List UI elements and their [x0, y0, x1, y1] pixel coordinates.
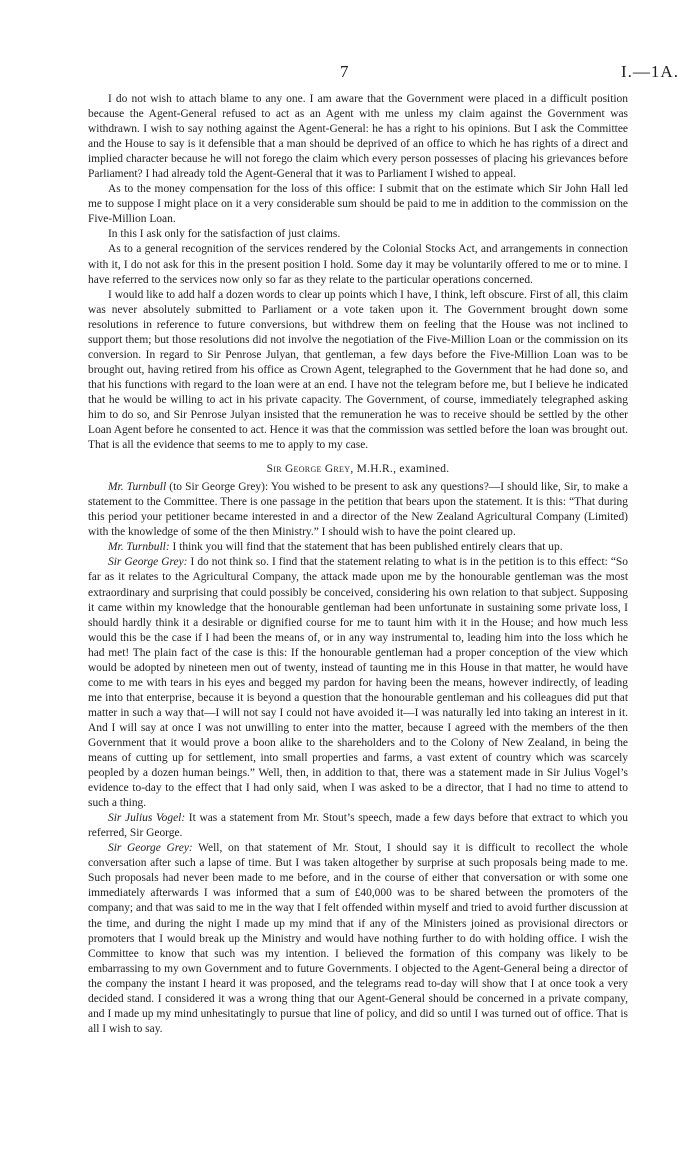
- exchange-paragraph: [88, 480, 628, 540]
- speaker-name: Sir George Grey:: [108, 556, 188, 569]
- speaker-name: Mr. Turnbull: [108, 481, 167, 494]
- section-heading: [88, 462, 628, 477]
- speaker-name: Sir George Grey:: [108, 842, 193, 855]
- paragraph: As to a general recognition of the services rendered by the Colonial Stocks Act, and arrangements in connection with it, I do not ask for this in the present position I hold. Some day it may be voluntarily offered to me or to mine. I have referred to the services now only so far as they relate to the particular operations concerned.: [88, 243, 628, 286]
- page-number: 7: [340, 62, 349, 81]
- exchange-text: (to Sir George Grey): You wished to be present to ask any questions?—I should like, Sir, to make a statement to the Committee. There is one passage in the petition that bears upon the statement. It is this: “That during this period your petitioner became interested in and a director of the New Zealand Agricultural Company (Limited) with the knowledge of some of the then Ministry.” I should wish to have the point cleared up.: [88, 481, 628, 539]
- document-reference: I.—1A.: [621, 62, 679, 81]
- heading-rest: , M.H.R., examined.: [350, 463, 450, 476]
- exchange-paragraph: [88, 540, 628, 555]
- paragraph: I do not wish to attach blame to any one. I am aware that the Government were placed in a difficult position because the Agent-General refused to act as an Agent with me unless my claim against the Government was withdrawn. I wish to say nothing against the Agent-General: he has a right to his opinions. But I ask the Committee and the House to say is it defensible that a man should be deprived of an office to which he has rights of a direct and implied character because he will not forego the claim which every person possesses of placing his grievances before Parliament? I had already told the Agent-General that it was to Parliament I wished to appeal.: [88, 93, 628, 181]
- speaker-name: Sir Julius Vogel:: [108, 812, 186, 825]
- exchange-text: Well, on that statement of Mr. Stout, I should say it is difficult to recollect the whole conversation after such a lapse of time. But I was taken altogether by surprise at such proposals being made to me. Such proposals had never been made to me before, and in the course of either that conversation or with some one immediately afterwards I was informed that a sum of £40,000 was to be shared between the promoters of the company; and that was said to me in the way that I felt offended within myself and tried to avoid further discussion at the time, and during the night I made up my mind that if any of the Ministers joined as provisional directors or promoters that I would break up the Ministry and would have nothing further to do with holding office. I wish the Committee to know that such was my intention. I believed the formation of this company was likely to be embarrassing to my own Government and to future Governments. I objected to the Agent-General being a director of the company the instant I heard it was proposed, and the telegrams read to-day will show that I at once took a very decided stand. I considered it was a wrong thing that our Agent-General should be concerned in a private company, and I made up my mind unhesitatingly to pursue that line of policy, and did so until I was turned out of office. That is all I wish to say.: [88, 842, 628, 1035]
- exchange-text: It was a statement from Mr. Stout’s speech, made a few days before that extract to which you referred, Sir George.: [88, 812, 628, 840]
- paragraph: In this I ask only for the satisfaction of just claims.: [108, 228, 341, 241]
- exchange-text: I think you will find that the statement that has been published entirely clears that up.: [169, 541, 563, 554]
- heading-name: Sir George Grey: [266, 463, 351, 476]
- paragraph: I would like to add half a dozen words to clear up points which I have, I think, left obscure. First of all, this claim was never absolutely submitted to Parliament or a vote taken upon it. The Government brought down some resolutions in reference to future conversions, but withdrew them on feeling that the House was not inclined to support them; but those resolutions did not involve the negotiation of the Five-Million Loan or the commission on its conversion. In regard to Sir Penrose Julyan, that gentleman, a few days before the Five-Million Loan was to be brought out, having retired from his office as Crown Agent, telegraphed to the Government that he had done so, and that his functions with regard to the loan were at an end. I have not the telegram before me, but I believe he indicated that he would be willing to act in his private capacity. The Government, of course, immediately telegraphed asking him to do so, and Sir Penrose Julyan insisted that the remuneration he was to receive should be settled by the other Loan Agent before he consented to act. Hence it was that the commission was settled before the loan was brought out. That is all the evidence that seems to me to apply to my case.: [88, 288, 628, 452]
- exchange-paragraph: [88, 811, 628, 841]
- exchange-paragraph: [88, 841, 628, 1037]
- exchange-text: I do not think so. I find that the statement relating to what is in the petition is to this effect: “So far as it relates to the Agricultural Company, the attack made upon me by the honourable gentleman was the most extraordinary and surprising that could possibly be conceived, considering his own relation to that subject. Supposing it came within my knowledge that the honourable gentleman had been unfortunate in sustaining some private loss, I should hardly think it a desirable or dignified course for me to taunt him with it in the House; and how much less would this be the case if I had been the means of, or in any way instrumental to, leading him into the loss which he had met! The plain fact of the case is this: If the honourable gentleman had a proper conception of the view which would be adopted by nineteen men out of twenty, instead of taunting me in this House in that matter, he would have come to me with tears in his eyes and begged my pardon for having been the means, however indirectly, of leading me into that enterprise, because it is beyond a question that the honourable gentleman and his colleagues did put that matter in such a way that—I will not say I could not have avoided it—I was naturally led into taking an interest in it. And I will say at once I was not unwilling to enter into the matter, because I agreed with the members of the then Government that it would prove a boon alike to the shareholders and to the Colony of New Zealand, in being the means of cutting up for settlement, into small properties and farms, a vast extent of country which was scarcely peopled by a dozen human beings.” Well, then, in addition to that, there was a statement made in Sir Julius Vogel’s evidence to-day to the effect that I had only said, when I was asked to be a director, that I had no time to attend to such a thing.: [88, 556, 628, 810]
- page-body: [88, 92, 628, 1037]
- exchange-paragraph: [88, 555, 628, 811]
- paragraph: As to the money compensation for the loss of this office: I submit that on the estimate which Sir John Hall led me to suppose I might place on it a very considerable sum should be paid to me in addition to the commission on the Five-Million Loan.: [88, 183, 628, 226]
- speaker-name: Mr. Turnbull:: [108, 541, 170, 554]
